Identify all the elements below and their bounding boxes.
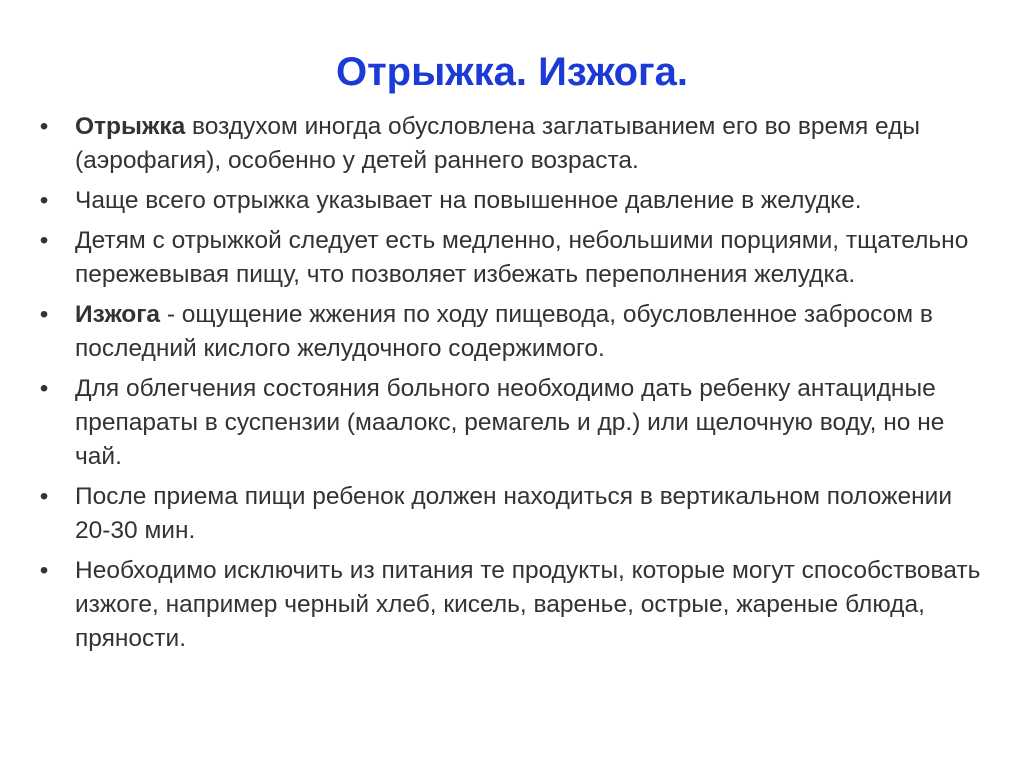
bullet-text — [75, 227, 968, 288]
bullet-lead-term: Изжога — [75, 301, 161, 328]
bullet-body: Чаще всего отрыжка указывает на повышенное давление в желудке. — [75, 187, 862, 214]
bullet-body: - ощущение жжения по ходу пищевода, обусловленное забросом в последний кислого желудочного содержимого. — [75, 301, 933, 362]
bullet-marker: • — [39, 187, 49, 214]
bullet-item — [34, 184, 994, 218]
bullet-marker: • — [39, 301, 49, 328]
bullet-list — [34, 110, 994, 662]
bullet-body: Для облегчения состояния больного необходимо дать ребенку антацидные препараты в суспензии (маалокс, ремагель и др.) или щелочную воду, но не чай. — [75, 375, 945, 470]
slide-title: Отрыжка. Изжога. — [335, 50, 689, 94]
bullet-item — [34, 224, 994, 292]
bullet-item — [34, 372, 994, 474]
bullet-body: После приема пищи ребенок должен находиться в вертикальном положении 20-30 мин. — [75, 483, 952, 544]
bullet-text — [75, 557, 980, 652]
bullet-lead-term: Отрыжка — [75, 113, 186, 140]
bullet-body: Детям с отрыжкой следует есть медленно, небольшими порциями, тщательно пережевывая пищу, что позволяет избежать переполнения желудка. — [75, 227, 969, 288]
bullet-text — [75, 483, 952, 544]
bullet-text — [75, 187, 862, 214]
bullet-marker: • — [39, 113, 49, 140]
bullet-item — [34, 298, 994, 366]
bullet-marker: • — [39, 557, 49, 584]
bullet-item — [34, 480, 994, 548]
bullet-item — [34, 554, 994, 656]
bullet-text — [75, 375, 944, 470]
bullet-body: воздухом иногда обусловлена заглатыванием его во время еды (аэрофагия), особенно у детей раннего возраста. — [75, 113, 921, 174]
bullet-item — [34, 110, 994, 178]
bullet-marker: • — [39, 483, 49, 510]
bullet-text — [75, 301, 933, 362]
bullet-marker: • — [39, 375, 49, 402]
bullet-body: Необходимо исключить из питания те продукты, которые могут способствовать изжоге, например черный хлеб, кисель, варенье, острые, жареные блюда, пряности. — [75, 557, 981, 652]
bullet-marker: • — [39, 227, 49, 254]
bullet-text — [75, 113, 920, 174]
